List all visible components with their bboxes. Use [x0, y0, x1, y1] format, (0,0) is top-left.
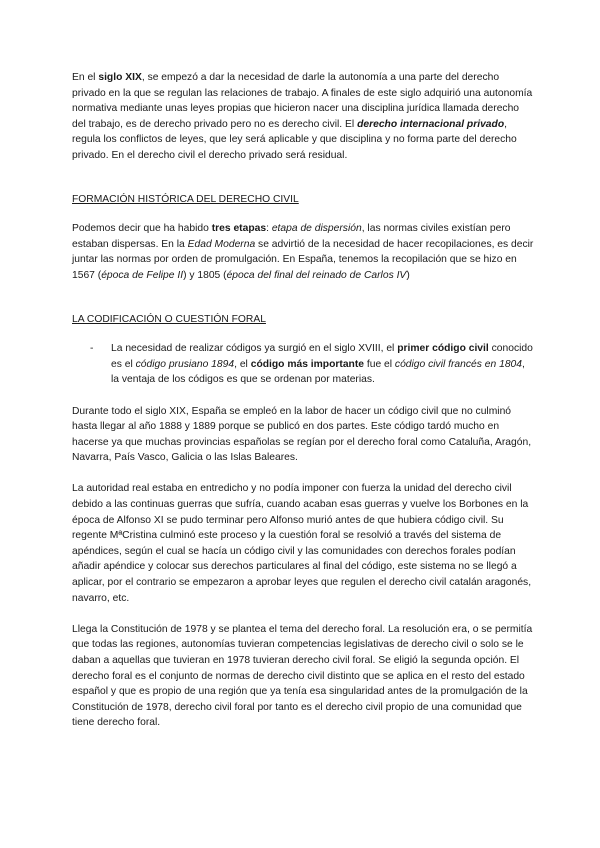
paragraph-intro: [72, 70, 534, 164]
bullet-dash: -: [90, 343, 94, 355]
paragraph-etapas: [72, 221, 534, 283]
text-run: se advirtió de la necesidad de hacer recopilaciones, es decir juntar las normas por orden de promulgación. En España, tenemos la recopilación que se hizo en 1567 (: [72, 238, 534, 281]
text-run: conocido es el: [111, 343, 533, 370]
text-run: La necesidad de realizar códigos ya surgió en el siglo XVIII, el: [111, 343, 398, 355]
text-run: , regula los conflictos de leyes, que ley será aplicable y que disciplina y no forma parte del derecho privado. En el derecho civil el derecho privado será residual.: [72, 118, 517, 161]
text-run: :: [266, 223, 272, 235]
text-run: , se empezó a dar la necesidad de darle la autonomía a una parte del derecho privado en la que se regulan las relaciones de trabajo. A finales de este siglo adquirió una autonomía normativa mediante unas leyes propias que hicieron nacer una disciplina jurídica llamada derecho del trabajo, es de derecho privado pero no es derecho civil. El: [72, 72, 533, 130]
text-run: ): [406, 269, 410, 281]
text-run: , el: [234, 358, 251, 370]
italic-term-edad-moderna: Edad Moderna: [187, 238, 256, 250]
italic-term-felipe-ii: época de Felipe II: [101, 269, 184, 281]
section-heading-codificacion: LA CODIFICACIÓN O CUESTIÓN FORAL: [72, 313, 266, 325]
bold-term-siglo-xix: siglo XIX: [98, 72, 142, 83]
bold-term-primer-codigo-civil: primer código civil: [397, 343, 489, 355]
text-run: Podemos decir que ha habido: [72, 223, 212, 235]
text-run: , la ventaja de los códigos es que se ordenan por materias.: [111, 358, 525, 386]
document-page: [72, 70, 534, 747]
text-run: ) y 1805 (: [183, 269, 227, 281]
bold-italic-term-derecho-internacional-privado: derecho internacional privado: [357, 118, 505, 130]
paragraph-siglo-xix: Durante todo el siglo XIX, España se empleó en la labor de hacer un código civil que no culminó hasta llegar al año 1888 y 1889 porque se publicó en dos partes. Este código tardó mucho en hacerse ya que muchas provincias españolas se regían por el derecho foral como Cataluña, Aragón, Navarra, País Vasco, Galicia o las Islas Baleares.: [72, 405, 532, 464]
text-run: fue el: [364, 358, 395, 370]
bold-term-tres-etapas: tres etapas: [211, 223, 267, 235]
text-run: En el: [72, 72, 99, 83]
list-item-codigos: [90, 341, 534, 388]
paragraph-autoridad-real: La autoridad real estaba en entredicho y no podía imponer con fuerza la unidad del derecho civil debido a las continuas guerras que sufría, cuando acaban esas guerras y vuelve los Borbones en la época de Alfonso XI se pudo terminar pero Alfonso murió antes de que hubiera código civil. Su regente MªCristina culminó este proceso y la cuestión foral se resolvió a través del sistema de apéndices, según el cual se hacía un código civil y las comunidades con derechos forales podían añadir apéndice y colocar sus derechos particulares al final del código, este sistema no se llegó a aplicar, por el contrario se empezaron a aprobar leyes que regulen el derecho civil catalán aragonés, navarro, etc.: [72, 483, 532, 604]
text-run: , las normas civiles existían pero estaban dispersas. En la: [72, 223, 511, 250]
italic-term-codigo-prusiano: código prusiano 1894: [135, 358, 235, 370]
italic-term-etapa-dispersion: etapa de dispersión: [271, 223, 362, 235]
paragraph-constitucion-1978: Llega la Constitución de 1978 y se plantea el tema del derecho foral. La resolución era, o se permitía que todas las regiones, autonomías tuvieran competencias legislativas de derecho civil o solo se le daban a aquellas que tuvieran en 1978 tuvieran derecho civil foral. Se eligió la segunda opción. El derecho foral es el conjunto de normas de derecho civil distinto que se aplica en el resto del estado español y que es propio de una región que ya tenía esa singularidad antes de la promulgación de la Constitución de 1978, derecho civil foral por tanto es el derecho civil propio de una comunidad que tiene derecho foral.: [72, 623, 533, 729]
bold-term-codigo-mas-importante: código más importante: [250, 358, 364, 370]
italic-term-codigo-civil-frances: código civil francés en 1804: [394, 358, 522, 370]
italic-term-carlos-iv: época del final del reinado de Carlos IV: [226, 269, 407, 281]
section-heading-formacion-historica: FORMACIÓN HISTÓRICA DEL DERECHO CIVIL: [72, 193, 299, 205]
